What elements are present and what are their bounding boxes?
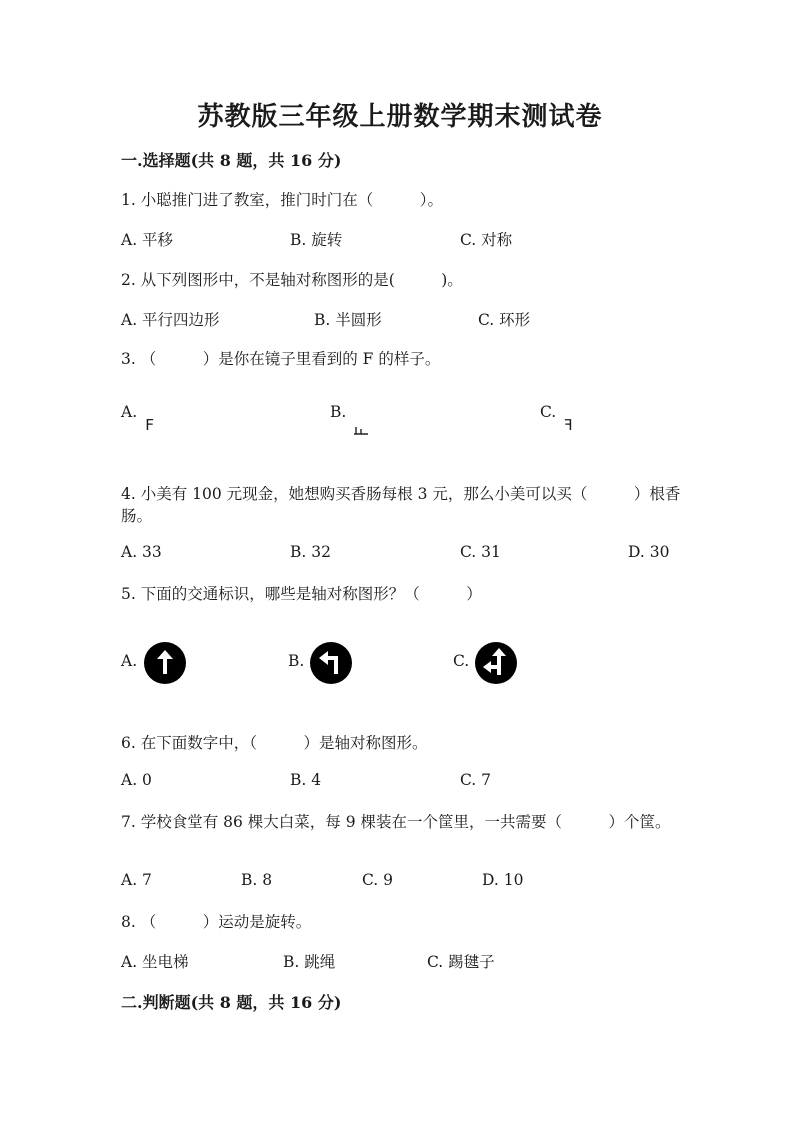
question-8: 8. （ ）运动是旋转。	[121, 913, 312, 931]
q4-option-d: D. 30	[628, 543, 670, 561]
section-heading-judgement: 二.判断题(共 8 题，共 16 分)	[121, 993, 342, 1012]
q7-option-b: B. 8	[241, 871, 273, 889]
turn-left-sign-icon	[309, 641, 353, 685]
straight-or-left-sign-icon	[474, 641, 518, 685]
question-1: 1. 小聪推门进了教室，推门时门在（ ）。	[121, 191, 443, 209]
q3-mirrored-f-image: ꟻ	[564, 416, 573, 434]
question-2: 2. 从下列图形中，不是轴对称图形的是( )。	[121, 271, 463, 289]
q5-option-a: A.	[121, 652, 138, 670]
question-4-line-1: 4. 小美有 100 元现金，她想购买香肠每根 3 元，那么小美可以买（ ）根香	[121, 485, 681, 503]
q7-option-d: D. 10	[482, 871, 524, 889]
page-title: 苏教版三年级上册数学期末测试卷	[197, 102, 603, 132]
q1-option-a: A. 平移	[121, 231, 174, 249]
q1-option-c: C. 对称	[460, 231, 513, 249]
q2-option-a: A. 平行四边形	[121, 311, 220, 329]
q7-option-a: A. 7	[121, 871, 152, 889]
arrow-up-sign-icon	[143, 641, 187, 685]
section-heading-choice: 一.选择题(共 8 题，共 16 分)	[121, 151, 342, 170]
q1-option-b: B. 旋转	[290, 231, 343, 249]
q8-option-a: A. 坐电梯	[121, 953, 189, 971]
q6-option-a: A. 0	[121, 771, 152, 789]
q5-option-c: C.	[453, 652, 470, 670]
q5-option-b: B.	[288, 652, 305, 670]
q7-option-c: C. 9	[362, 871, 394, 889]
q8-option-b: B. 跳绳	[283, 953, 336, 971]
q2-option-c: C. 环形	[478, 311, 531, 329]
q6-option-b: B. 4	[290, 771, 322, 789]
q6-option-c: C. 7	[460, 771, 492, 789]
q2-option-b: B. 半圆形	[314, 311, 382, 329]
question-3: 3. （ ）是你在镜子里看到的 F 的样子。	[121, 350, 441, 368]
q8-option-c: C. 踢毽子	[427, 953, 495, 971]
q3-letter-f-image: F	[145, 416, 155, 434]
q3-rotated-f-image	[352, 422, 370, 436]
q3-option-a: A.	[121, 403, 138, 421]
q3-option-c: C.	[540, 403, 557, 421]
question-7: 7. 学校食堂有 86 棵大白菜，每 9 棵装在一个筐里，一共需要（ ）个筐。	[121, 813, 671, 831]
q3-option-b: B.	[330, 403, 347, 421]
question-5: 5. 下面的交通标识，哪些是轴对称图形？（ ）	[121, 585, 482, 603]
q4-option-c: C. 31	[460, 543, 501, 561]
question-6: 6. 在下面数字中，（ ）是轴对称图形。	[121, 734, 428, 752]
q4-option-a: A. 33	[121, 543, 162, 561]
q4-option-b: B. 32	[290, 543, 331, 561]
question-4-line-2: 肠。	[121, 507, 153, 525]
